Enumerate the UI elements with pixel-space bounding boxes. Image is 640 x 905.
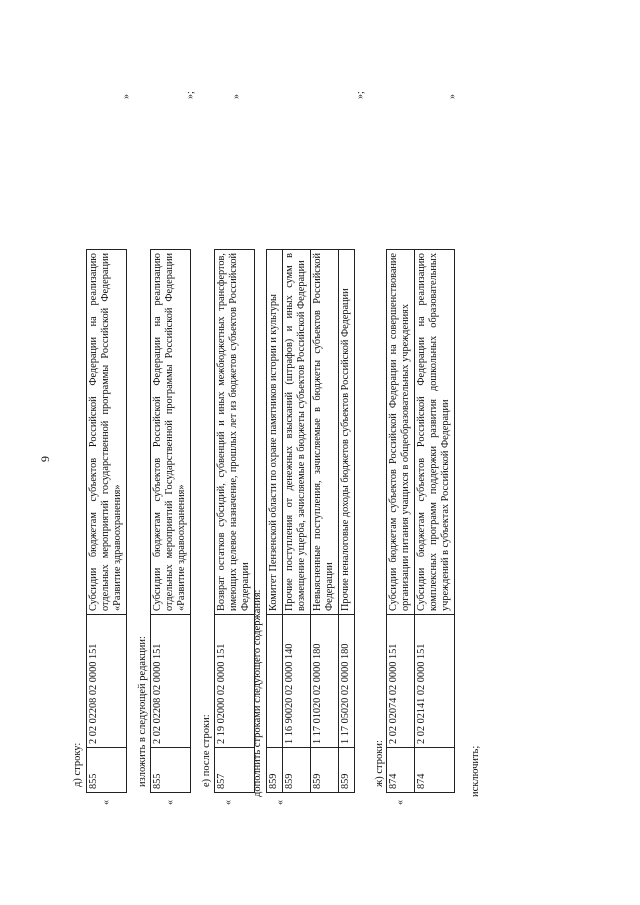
kbk-code-cell: 1 17 01020 02 0000 180 [311, 615, 339, 748]
admin-code-cell: 859 [267, 748, 283, 793]
income-name-cell: Прочие неналоговые доходы бюджетов субъектов Российской Федерации [339, 250, 355, 615]
kbk-code-cell: 2 02 02074 02 0000 151 [387, 615, 415, 748]
close-quote: » [121, 94, 132, 99]
label-e: е) после строки: [201, 714, 212, 787]
admin-code-cell: 855 [87, 748, 127, 793]
kbk-code-cell: 2 19 02000 02 0000 151 [215, 615, 255, 748]
open-quote: « [101, 800, 112, 805]
income-name-cell: Комитет Пензенской области по охране памятников истории и культуры [267, 250, 283, 615]
label-zh: ж) строки: [374, 740, 385, 787]
kbk-code-cell: 1 16 90020 02 0000 140 [283, 615, 311, 748]
admin-code-cell: 857 [215, 748, 255, 793]
table-zh [386, 249, 455, 793]
table-row [87, 250, 127, 793]
kbk-code-cell: 2 02 02208 02 0000 151 [151, 615, 191, 748]
open-quote: « [223, 800, 234, 805]
table-row [215, 250, 255, 793]
label-d: д) строку: [72, 742, 83, 787]
table-row [387, 250, 415, 793]
open-quote: « [165, 800, 176, 805]
admin-code-cell: 874 [415, 748, 455, 793]
income-name-cell: Возврат остатков субсидий, субвенций и иных межбюджетных трансфертов, имеющих целевое назначение, прошлых лет из бюджетов субъектов Российской Федерации [215, 250, 255, 615]
kbk-code-cell: 2 02 02141 02 0000 151 [415, 615, 455, 748]
income-name-cell: Субсидии бюджетам субъектов Российской Федерации на реализацию комплексных программ поддержки развития дошкольных образовательных учреждений в субъектах Российской Федерации [415, 250, 455, 615]
table-row [415, 250, 455, 793]
income-name-cell: Субсидии бюджетам субъектов Российской Федерации на совершенствование организации питания учащихся в общеобразовательных учреждениях [387, 250, 415, 615]
kbk-code-cell: 2 02 02208 02 0000 151 [87, 615, 127, 748]
admin-code-cell: 859 [283, 748, 311, 793]
admin-code-cell: 859 [311, 748, 339, 793]
income-name-cell: Невыясненные поступления, зачисляемые в бюджеты субъектов Российской Федерации [311, 250, 339, 615]
label-restate: изложить в следующей редакции: [137, 636, 148, 787]
table-restate [150, 249, 191, 793]
admin-code-cell: 859 [339, 748, 355, 793]
table-add [266, 249, 355, 793]
close-quote: » [447, 94, 458, 99]
table-row [283, 250, 311, 793]
table-row [151, 250, 191, 793]
income-name-cell: Прочие поступления от денежных взысканий (штрафов) и иных сумм в возмещение ущерба, зачисляемые в бюджеты субъектов Российской Федерации [283, 250, 311, 615]
kbk-code-cell: 1 17 05020 02 0000 180 [339, 615, 355, 748]
close-quote: » [231, 94, 242, 99]
table-e [214, 249, 255, 793]
open-quote: « [275, 800, 286, 805]
close-quote-semicolon: »; [355, 91, 366, 99]
admin-code-cell: 855 [151, 748, 191, 793]
income-name-cell: Субсидии бюджетам субъектов Российской Федерации на реализацию отдельных мероприятий государственной программы Российской Федерации «Развитие здравоохранения» [87, 250, 127, 615]
table-row [311, 250, 339, 793]
label-add: дополнить строками следующего содержания: [252, 589, 263, 797]
table-d [86, 249, 127, 793]
page-number: 9 [38, 456, 52, 462]
close-quote-semicolon: »; [185, 91, 196, 99]
table-row [339, 250, 355, 793]
income-name-cell: Субсидии бюджетам субъектов Российской Федерации на реализацию отдельных мероприятий Государственной программы Российской Федерации «Развитие здравоохранения» [151, 250, 191, 615]
admin-code-cell: 874 [387, 748, 415, 793]
open-quote: « [395, 800, 406, 805]
label-exclude: исключить; [470, 745, 481, 797]
kbk-code-cell [267, 615, 283, 748]
table-row [267, 250, 283, 793]
